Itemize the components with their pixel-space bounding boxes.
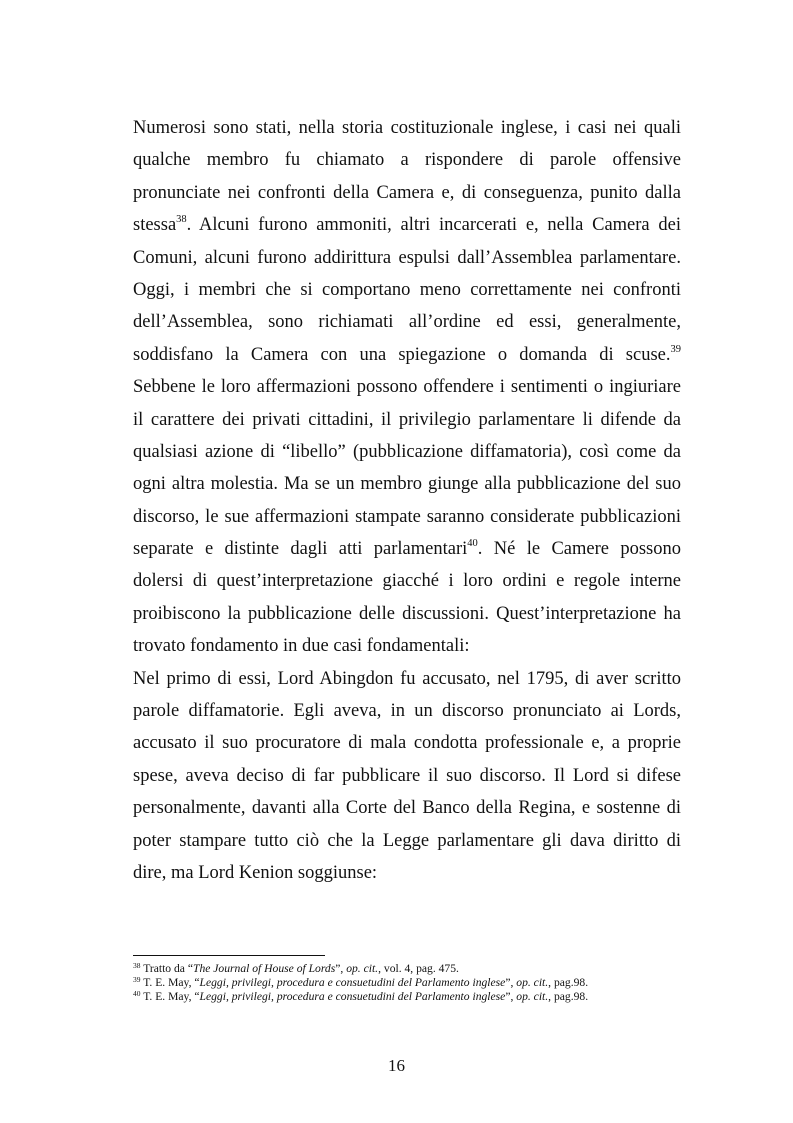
text-run: dolersi di quest’interpretazione giacché i loro ordini e regole interne <box>133 571 681 592</box>
text-run: trovato fondamento in due casi fondamentali: <box>133 636 470 657</box>
text-line <box>133 242 681 274</box>
text-run: . Né le Camere possono <box>477 539 681 560</box>
text-run: . Alcuni furono ammoniti, altri incarcerati e, nella Camera dei <box>186 215 681 236</box>
text-line <box>133 144 681 176</box>
text-run: personalmente, davanti alla Corte del Banco della Regina, e sostenne di <box>133 798 681 819</box>
text-line <box>133 825 681 857</box>
paragraph <box>133 663 681 890</box>
text-run: Comuni, alcuni furono addirittura espulsi dall’Assemblea parlamentare. <box>133 247 681 268</box>
text-line <box>133 339 681 371</box>
footnote-number: 39 <box>133 975 141 985</box>
text-line <box>133 177 681 209</box>
text-line <box>133 404 681 436</box>
text-run: qualsiasi azione di “libello” (pubblicazione diffamatoria), così come da <box>133 441 681 462</box>
text-run: separate e distinte dagli atti parlamentari <box>133 539 468 560</box>
text-line <box>133 112 681 144</box>
footnote-text: ”, <box>505 976 517 990</box>
footnote-text: op. cit. <box>516 976 549 990</box>
text-line <box>133 533 681 565</box>
footnote-reference: 38 <box>176 214 187 226</box>
footnote-text: , pag.98. <box>548 990 589 1004</box>
footnote-number: 40 <box>133 989 141 999</box>
footnote-text: , vol. 4, pag. 475. <box>378 962 459 975</box>
text-run: parole diffamatorie. Egli aveva, in un discorso pronunciato ai Lords, <box>133 701 681 722</box>
text-run: Numerosi sono stati, nella storia costituzionale inglese, i casi nei quali <box>133 118 681 138</box>
footnote-text: Leggi, privilegi, procedura e consuetudini del Parlamento inglese <box>199 976 506 990</box>
text-line <box>133 760 681 792</box>
text-run: qualche membro fu chiamato a rispondere di parole offensive <box>133 150 681 171</box>
text-line <box>133 501 681 533</box>
text-line <box>133 371 681 403</box>
text-line <box>133 630 681 662</box>
footnote-separator <box>133 955 325 956</box>
text-line <box>133 598 681 630</box>
footnote-text: The Journal of House of Lords <box>193 962 336 975</box>
footnote <box>133 976 733 990</box>
text-run: Oggi, i membri che si comportano meno correttamente nei confronti <box>133 279 681 300</box>
text-line <box>133 209 681 241</box>
footnote-number: 38 <box>133 961 141 970</box>
text-run: discorso, le sue affermazioni stampate saranno considerate pubblicazioni <box>133 506 681 527</box>
footnote-text: T. E. May, “ <box>140 976 200 990</box>
text-line <box>133 306 681 338</box>
text-line <box>133 857 681 889</box>
text-run: poter stampare tutto ciò che la Legge parlamentare gli dava diritto di <box>133 830 681 851</box>
text-line <box>133 565 681 597</box>
footnote-reference: 40 <box>467 538 478 550</box>
footnote-text: T. E. May, “ <box>140 990 200 1004</box>
text-line <box>133 274 681 306</box>
footnotes <box>133 962 733 1005</box>
footnote <box>133 962 733 976</box>
paragraph <box>133 112 681 663</box>
text-line <box>133 663 681 695</box>
footnote-text: ”, <box>505 990 517 1004</box>
text-run: Sebbene le loro affermazioni possono offendere i sentimenti o ingiuriare <box>133 377 681 398</box>
page-number: 16 <box>388 1056 405 1075</box>
text-run: dell’Assemblea, sono richiamati all’ordine ed essi, generalmente, <box>133 312 681 333</box>
text-line <box>133 695 681 727</box>
text-run: ogni altra molestia. Ma se un membro giunge alla pubblicazione del suo <box>133 474 681 495</box>
text-line <box>133 436 681 468</box>
text-run: pronunciate nei confronti della Camera e, di conseguenza, punito dalla <box>133 182 681 203</box>
footnote <box>133 990 733 1004</box>
text-run: stessa <box>133 215 177 236</box>
footnote-text: op. cit. <box>346 962 379 975</box>
text-line <box>133 792 681 824</box>
footnote-text: , pag.98. <box>548 976 589 990</box>
text-run: il carattere dei privati cittadini, il privilegio parlamentare li difende da <box>133 409 681 430</box>
footnote-text: ”, <box>335 962 347 975</box>
footnote-text: op. cit. <box>516 990 549 1004</box>
footnote-text: Leggi, privilegi, procedura e consuetudini del Parlamento inglese <box>199 990 506 1004</box>
text-line <box>133 468 681 500</box>
text-run: soddisfano la Camera con una spiegazione o domanda di scuse. <box>133 344 671 365</box>
footnote-reference: 39 <box>670 343 681 355</box>
footnote-text: Tratto da “ <box>140 962 193 975</box>
text-line <box>133 727 681 759</box>
text-run: Nel primo di essi, Lord Abingdon fu accusato, nel 1795, di aver scritto <box>133 668 681 689</box>
text-run: spese, aveva deciso di far pubblicare il suo discorso. Il Lord si difese <box>133 765 681 786</box>
text-run: proibiscono la pubblicazione delle discussioni. Quest’interpretazione ha <box>133 603 681 624</box>
text-run: accusato il suo procuratore di mala condotta professionale e, a proprie <box>133 733 681 754</box>
body-text <box>133 112 681 889</box>
text-run: dire, ma Lord Kenion soggiunse: <box>133 862 378 883</box>
